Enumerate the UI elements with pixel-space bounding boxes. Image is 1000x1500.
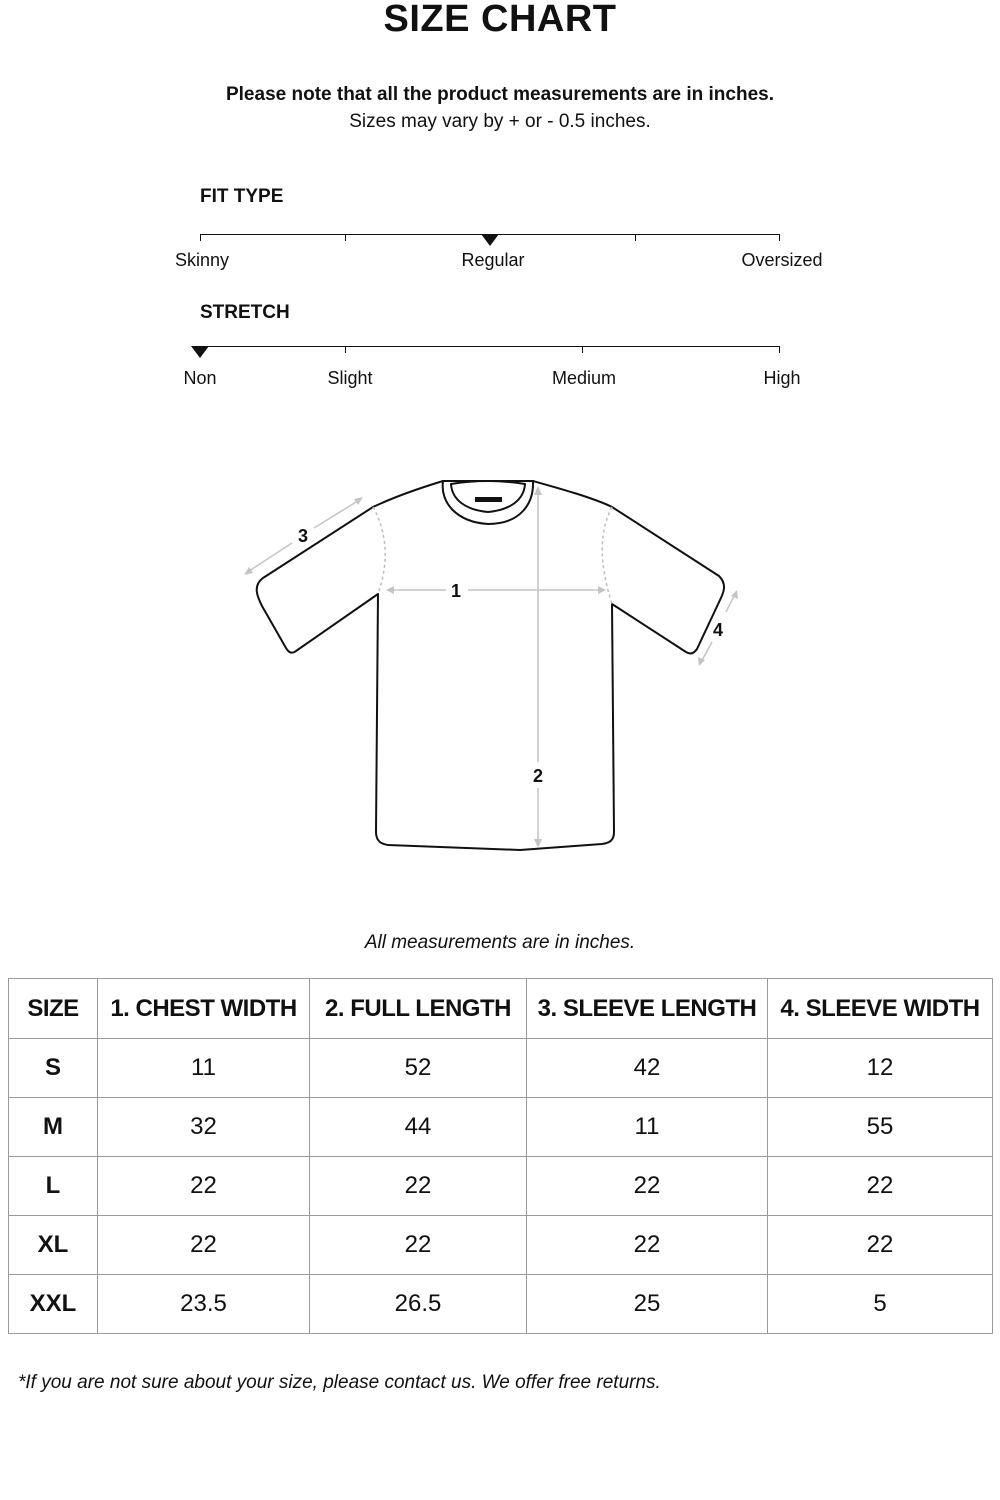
cell-sleeve-width: 22 — [768, 1216, 993, 1275]
cell-size: XL — [9, 1216, 98, 1275]
diagram-label-3: 3 — [297, 526, 309, 546]
fit-type-label-oversized: Oversized — [741, 250, 823, 270]
cell-chest-width: 11 — [98, 1039, 310, 1098]
column-header-chest-width: 1. CHEST WIDTH — [98, 979, 310, 1039]
stretch-heading: STRETCH — [200, 302, 290, 323]
variance-note: Sizes may vary by + or - 0.5 inches. — [349, 111, 651, 132]
cell-full-length: 44 — [310, 1098, 527, 1157]
cell-full-length: 26.5 — [310, 1275, 527, 1334]
table-caption: All measurements are in inches. — [364, 932, 636, 953]
cell-size: L — [9, 1157, 98, 1216]
column-header-full-length: 2. FULL LENGTH — [310, 979, 527, 1039]
cell-full-length: 52 — [310, 1039, 527, 1098]
diagram-label-2: 2 — [532, 766, 544, 786]
fit-type-heading: FIT TYPE — [200, 186, 284, 207]
stretch-label-medium: Medium — [551, 368, 617, 388]
cell-full-length: 22 — [310, 1157, 527, 1216]
table-row — [9, 1275, 993, 1334]
cell-size: XXL — [9, 1275, 98, 1334]
cell-sleeve-length: 11 — [527, 1098, 768, 1157]
column-header-sleeve-width: 4. SLEEVE WIDTH — [768, 979, 993, 1039]
tshirt-label — [475, 497, 502, 502]
table-row — [9, 1098, 993, 1157]
page-title: SIZE CHART — [383, 0, 617, 40]
diagram-label-4: 4 — [712, 620, 724, 640]
cell-sleeve-width: 22 — [768, 1157, 993, 1216]
table-row — [9, 1157, 993, 1216]
cell-sleeve-length: 22 — [527, 1157, 768, 1216]
table-row — [9, 1039, 993, 1098]
stretch-label-high: High — [763, 368, 801, 388]
fit-type-label-skinny: Skinny — [174, 250, 230, 270]
cell-chest-width: 22 — [98, 1157, 310, 1216]
cell-sleeve-length: 22 — [527, 1216, 768, 1275]
size-table — [8, 978, 993, 1334]
cell-sleeve-width: 5 — [768, 1275, 993, 1334]
column-header-size: SIZE — [9, 979, 98, 1039]
armhole-seam-left — [373, 507, 385, 594]
cell-full-length: 22 — [310, 1216, 527, 1275]
table-header-row — [9, 979, 993, 1039]
tshirt-outline — [257, 481, 724, 850]
column-header-sleeve-length: 3. SLEEVE LENGTH — [527, 979, 768, 1039]
cell-sleeve-width: 12 — [768, 1039, 993, 1098]
cell-size: M — [9, 1098, 98, 1157]
table-row — [9, 1216, 993, 1275]
cell-sleeve-length: 25 — [527, 1275, 768, 1334]
tshirt-collar-inner — [451, 481, 525, 512]
footnote: *If you are not sure about your size, please contact us. We offer free returns. — [18, 1372, 661, 1393]
cell-chest-width: 22 — [98, 1216, 310, 1275]
cell-size: S — [9, 1039, 98, 1098]
diagram-label-1: 1 — [450, 581, 462, 601]
cell-chest-width: 23.5 — [98, 1275, 310, 1334]
tshirt-collar-outer — [443, 481, 533, 524]
stretch-label-slight: Slight — [327, 368, 373, 388]
fit-type-label-regular: Regular — [461, 250, 525, 270]
measurement-note: Please note that all the product measurements are in inches. — [225, 84, 774, 105]
cell-sleeve-length: 42 — [527, 1039, 768, 1098]
cell-sleeve-width: 55 — [768, 1098, 993, 1157]
stretch-label-non: Non — [183, 368, 217, 388]
cell-chest-width: 32 — [98, 1098, 310, 1157]
